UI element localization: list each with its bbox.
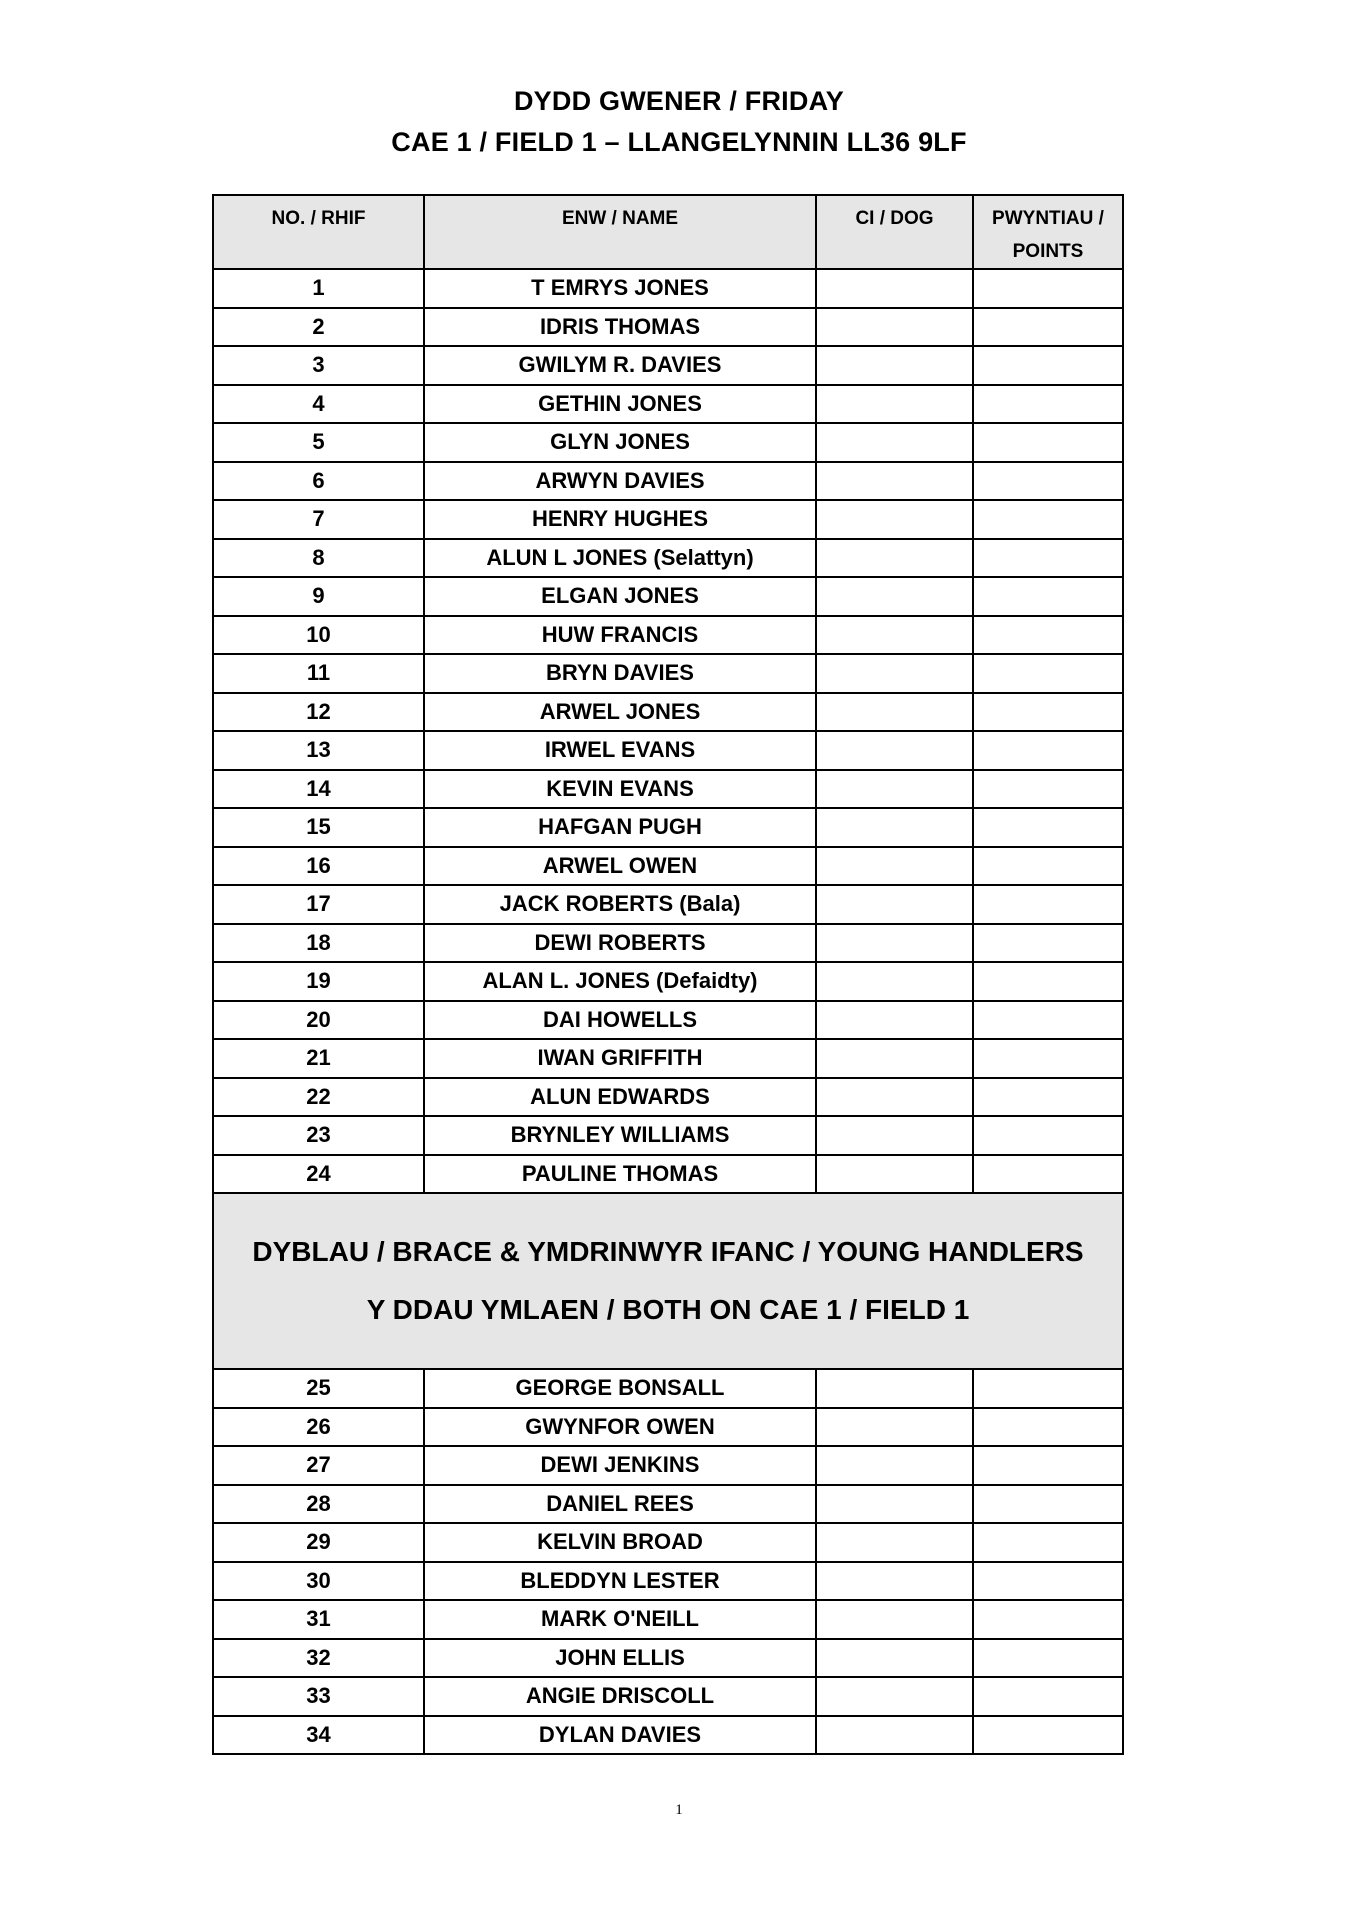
- points-cell[interactable]: [973, 500, 1123, 539]
- entry-number: 4: [213, 385, 424, 424]
- entry-number: 26: [213, 1408, 424, 1447]
- points-cell[interactable]: [973, 1600, 1123, 1639]
- entry-number: 2: [213, 308, 424, 347]
- points-cell[interactable]: [973, 539, 1123, 578]
- dog-cell[interactable]: [816, 616, 973, 655]
- dog-cell[interactable]: [816, 423, 973, 462]
- points-cell[interactable]: [973, 1001, 1123, 1040]
- points-cell[interactable]: [973, 1155, 1123, 1194]
- competitor-name: ARWEL JONES: [424, 693, 816, 732]
- dog-cell[interactable]: [816, 693, 973, 732]
- points-cell[interactable]: [973, 1562, 1123, 1601]
- table-row: [213, 1485, 1123, 1524]
- table-row: [213, 1001, 1123, 1040]
- competitor-name: IWAN GRIFFITH: [424, 1039, 816, 1078]
- competitor-name: KELVIN BROAD: [424, 1523, 816, 1562]
- dog-cell[interactable]: [816, 1562, 973, 1601]
- entry-number: 27: [213, 1446, 424, 1485]
- competitor-name: HAFGAN PUGH: [424, 808, 816, 847]
- points-cell[interactable]: [973, 1116, 1123, 1155]
- column-header-number: NO. / RHIF: [213, 195, 424, 269]
- table-row: [213, 385, 1123, 424]
- dog-cell[interactable]: [816, 924, 973, 963]
- points-cell[interactable]: [973, 924, 1123, 963]
- column-header-name: ENW / NAME: [424, 195, 816, 269]
- entry-number: 12: [213, 693, 424, 732]
- entry-number: 29: [213, 1523, 424, 1562]
- competitor-name: DANIEL REES: [424, 1485, 816, 1524]
- entry-number: 24: [213, 1155, 424, 1194]
- points-cell[interactable]: [973, 1716, 1123, 1755]
- entry-number: 11: [213, 654, 424, 693]
- table-header-row: [213, 195, 1123, 269]
- table-row: [213, 693, 1123, 732]
- dog-cell[interactable]: [816, 1116, 973, 1155]
- dog-cell[interactable]: [816, 1001, 973, 1040]
- entry-number: 19: [213, 962, 424, 1001]
- dog-cell[interactable]: [816, 808, 973, 847]
- column-header-dog: CI / DOG: [816, 195, 973, 269]
- table-body: [213, 269, 1123, 1754]
- competitor-name: ELGAN JONES: [424, 577, 816, 616]
- entry-number: 8: [213, 539, 424, 578]
- page-title: DYDD GWENER / FRIDAY: [513, 86, 845, 116]
- entry-number: 28: [213, 1485, 424, 1524]
- dog-cell[interactable]: [816, 770, 973, 809]
- points-cell[interactable]: [973, 962, 1123, 1001]
- entry-number: 9: [213, 577, 424, 616]
- entry-table: [212, 194, 1124, 1755]
- section-banner: [213, 1193, 1123, 1369]
- entry-number: 22: [213, 1078, 424, 1117]
- competitor-name: ALUN L JONES (Selattyn): [424, 539, 816, 578]
- table-row: [213, 423, 1123, 462]
- column-header-points: PWYNTIAU / POINTS: [973, 195, 1123, 269]
- page-subtitle: CAE 1 / FIELD 1 – LLANGELYNNIN LL36 9LF: [391, 127, 967, 157]
- dog-cell[interactable]: [816, 539, 973, 578]
- dog-cell[interactable]: [816, 308, 973, 347]
- competitor-name: DEWI ROBERTS: [424, 924, 816, 963]
- section-heading: DYBLAU / BRACE & YMDRINWYR IFANC / YOUNG HANDLERS: [252, 1236, 1084, 1267]
- entry-number: 33: [213, 1677, 424, 1716]
- competitor-name: GWYNFOR OWEN: [424, 1408, 816, 1447]
- points-cell[interactable]: [973, 1485, 1123, 1524]
- competitor-name: GWILYM R. DAVIES: [424, 346, 816, 385]
- points-cell[interactable]: [973, 1639, 1123, 1678]
- competitor-name: BRYN DAVIES: [424, 654, 816, 693]
- entry-number: 15: [213, 808, 424, 847]
- dog-cell[interactable]: [816, 1369, 973, 1408]
- entry-number: 23: [213, 1116, 424, 1155]
- dog-cell[interactable]: [816, 1677, 973, 1716]
- competitor-name: ALAN L. JONES (Defaidty): [424, 962, 816, 1001]
- table-row: [213, 654, 1123, 693]
- table-row: [213, 308, 1123, 347]
- entry-number: 1: [213, 269, 424, 308]
- competitor-name: JOHN ELLIS: [424, 1639, 816, 1678]
- table-row: [213, 1116, 1123, 1155]
- entry-number: 13: [213, 731, 424, 770]
- entry-number: 5: [213, 423, 424, 462]
- points-cell[interactable]: [973, 693, 1123, 732]
- dog-cell[interactable]: [816, 1716, 973, 1755]
- dog-cell[interactable]: [816, 1446, 973, 1485]
- table-row: [213, 346, 1123, 385]
- table-row: [213, 1039, 1123, 1078]
- table-row: [213, 847, 1123, 886]
- table-row: [213, 539, 1123, 578]
- table-row: [213, 885, 1123, 924]
- competitor-name: ARWEL OWEN: [424, 847, 816, 886]
- table-row: [213, 770, 1123, 809]
- competitor-name: ARWYN DAVIES: [424, 462, 816, 501]
- dog-cell[interactable]: [816, 962, 973, 1001]
- points-cell[interactable]: [973, 770, 1123, 809]
- entry-number: 16: [213, 847, 424, 886]
- table-row: [213, 808, 1123, 847]
- points-cell[interactable]: [973, 1677, 1123, 1716]
- table-row: [213, 1446, 1123, 1485]
- points-cell[interactable]: [973, 346, 1123, 385]
- competitor-name: ANGIE DRISCOLL: [424, 1677, 816, 1716]
- points-cell[interactable]: [973, 577, 1123, 616]
- table-row: [213, 500, 1123, 539]
- table-row: [213, 1562, 1123, 1601]
- points-cell[interactable]: [973, 808, 1123, 847]
- entry-number: 6: [213, 462, 424, 501]
- points-cell[interactable]: [973, 616, 1123, 655]
- points-cell[interactable]: [973, 847, 1123, 886]
- dog-cell[interactable]: [816, 346, 973, 385]
- table-row: [213, 462, 1123, 501]
- competitor-name: HUW FRANCIS: [424, 616, 816, 655]
- entry-number: 7: [213, 500, 424, 539]
- dog-cell[interactable]: [816, 1600, 973, 1639]
- dog-cell[interactable]: [816, 1155, 973, 1194]
- entry-number: 31: [213, 1600, 424, 1639]
- entry-number: 21: [213, 1039, 424, 1078]
- entry-number: 30: [213, 1562, 424, 1601]
- table-row: [213, 1600, 1123, 1639]
- entry-number: 25: [213, 1369, 424, 1408]
- competitor-name: HENRY HUGHES: [424, 500, 816, 539]
- points-cell[interactable]: [973, 269, 1123, 308]
- points-cell[interactable]: [973, 731, 1123, 770]
- table-row: [213, 962, 1123, 1001]
- competitor-name: T EMRYS JONES: [424, 269, 816, 308]
- dog-cell[interactable]: [816, 269, 973, 308]
- competitor-name: DYLAN DAVIES: [424, 1716, 816, 1755]
- competitor-name: MARK O'NEILL: [424, 1600, 816, 1639]
- competitor-name: IRWEL EVANS: [424, 731, 816, 770]
- dog-cell[interactable]: [816, 885, 973, 924]
- entry-number: 20: [213, 1001, 424, 1040]
- entry-number: 3: [213, 346, 424, 385]
- competitor-name: ALUN EDWARDS: [424, 1078, 816, 1117]
- entry-number: 32: [213, 1639, 424, 1678]
- section-subheading: Y DDAU YMLAEN / BOTH ON CAE 1 / FIELD 1: [366, 1294, 970, 1325]
- entry-number: 18: [213, 924, 424, 963]
- points-cell[interactable]: [973, 423, 1123, 462]
- competitor-name: JACK ROBERTS (Bala): [424, 885, 816, 924]
- competitor-name: DEWI JENKINS: [424, 1446, 816, 1485]
- table-row: [213, 577, 1123, 616]
- dog-cell[interactable]: [816, 654, 973, 693]
- points-cell[interactable]: [973, 1078, 1123, 1117]
- competitor-name: GLYN JONES: [424, 423, 816, 462]
- table-row: [213, 731, 1123, 770]
- dog-cell[interactable]: [816, 847, 973, 886]
- points-cell[interactable]: [973, 385, 1123, 424]
- table-row: [213, 1523, 1123, 1562]
- dog-cell[interactable]: [816, 1523, 973, 1562]
- competitor-name: GEORGE BONSALL: [424, 1369, 816, 1408]
- dog-cell[interactable]: [816, 500, 973, 539]
- competitor-name: IDRIS THOMAS: [424, 308, 816, 347]
- points-cell[interactable]: [973, 1523, 1123, 1562]
- table-row: [213, 1716, 1123, 1755]
- table-row: [213, 924, 1123, 963]
- table-row: [213, 616, 1123, 655]
- points-cell[interactable]: [973, 1446, 1123, 1485]
- points-cell[interactable]: [973, 308, 1123, 347]
- entry-number: 14: [213, 770, 424, 809]
- points-cell[interactable]: [973, 1408, 1123, 1447]
- table-row: [213, 1639, 1123, 1678]
- table-row: [213, 269, 1123, 308]
- points-cell[interactable]: [973, 1369, 1123, 1408]
- entry-number: 10: [213, 616, 424, 655]
- dog-cell[interactable]: [816, 1039, 973, 1078]
- dog-cell[interactable]: [816, 385, 973, 424]
- competitor-name: PAULINE THOMAS: [424, 1155, 816, 1194]
- competitor-name: KEVIN EVANS: [424, 770, 816, 809]
- entry-number: 17: [213, 885, 424, 924]
- table-row: [213, 1677, 1123, 1716]
- dog-cell[interactable]: [816, 731, 973, 770]
- table-row: [213, 1155, 1123, 1194]
- competitor-name: BRYNLEY WILLIAMS: [424, 1116, 816, 1155]
- entry-number: 34: [213, 1716, 424, 1755]
- points-cell[interactable]: [973, 885, 1123, 924]
- competitor-name: BLEDDYN LESTER: [424, 1562, 816, 1601]
- dog-cell[interactable]: [816, 577, 973, 616]
- points-cell[interactable]: [973, 654, 1123, 693]
- page-number: 1: [675, 1802, 683, 1818]
- dog-cell[interactable]: [816, 1078, 973, 1117]
- table-row: [213, 1408, 1123, 1447]
- dog-cell[interactable]: [816, 1408, 973, 1447]
- dog-cell[interactable]: [816, 462, 973, 501]
- points-cell[interactable]: [973, 1039, 1123, 1078]
- dog-cell[interactable]: [816, 1639, 973, 1678]
- competitor-name: DAI HOWELLS: [424, 1001, 816, 1040]
- section-banner-row: [213, 1193, 1123, 1369]
- dog-cell[interactable]: [816, 1485, 973, 1524]
- table-row: [213, 1369, 1123, 1408]
- points-cell[interactable]: [973, 462, 1123, 501]
- competitor-name: GETHIN JONES: [424, 385, 816, 424]
- table-row: [213, 1078, 1123, 1117]
